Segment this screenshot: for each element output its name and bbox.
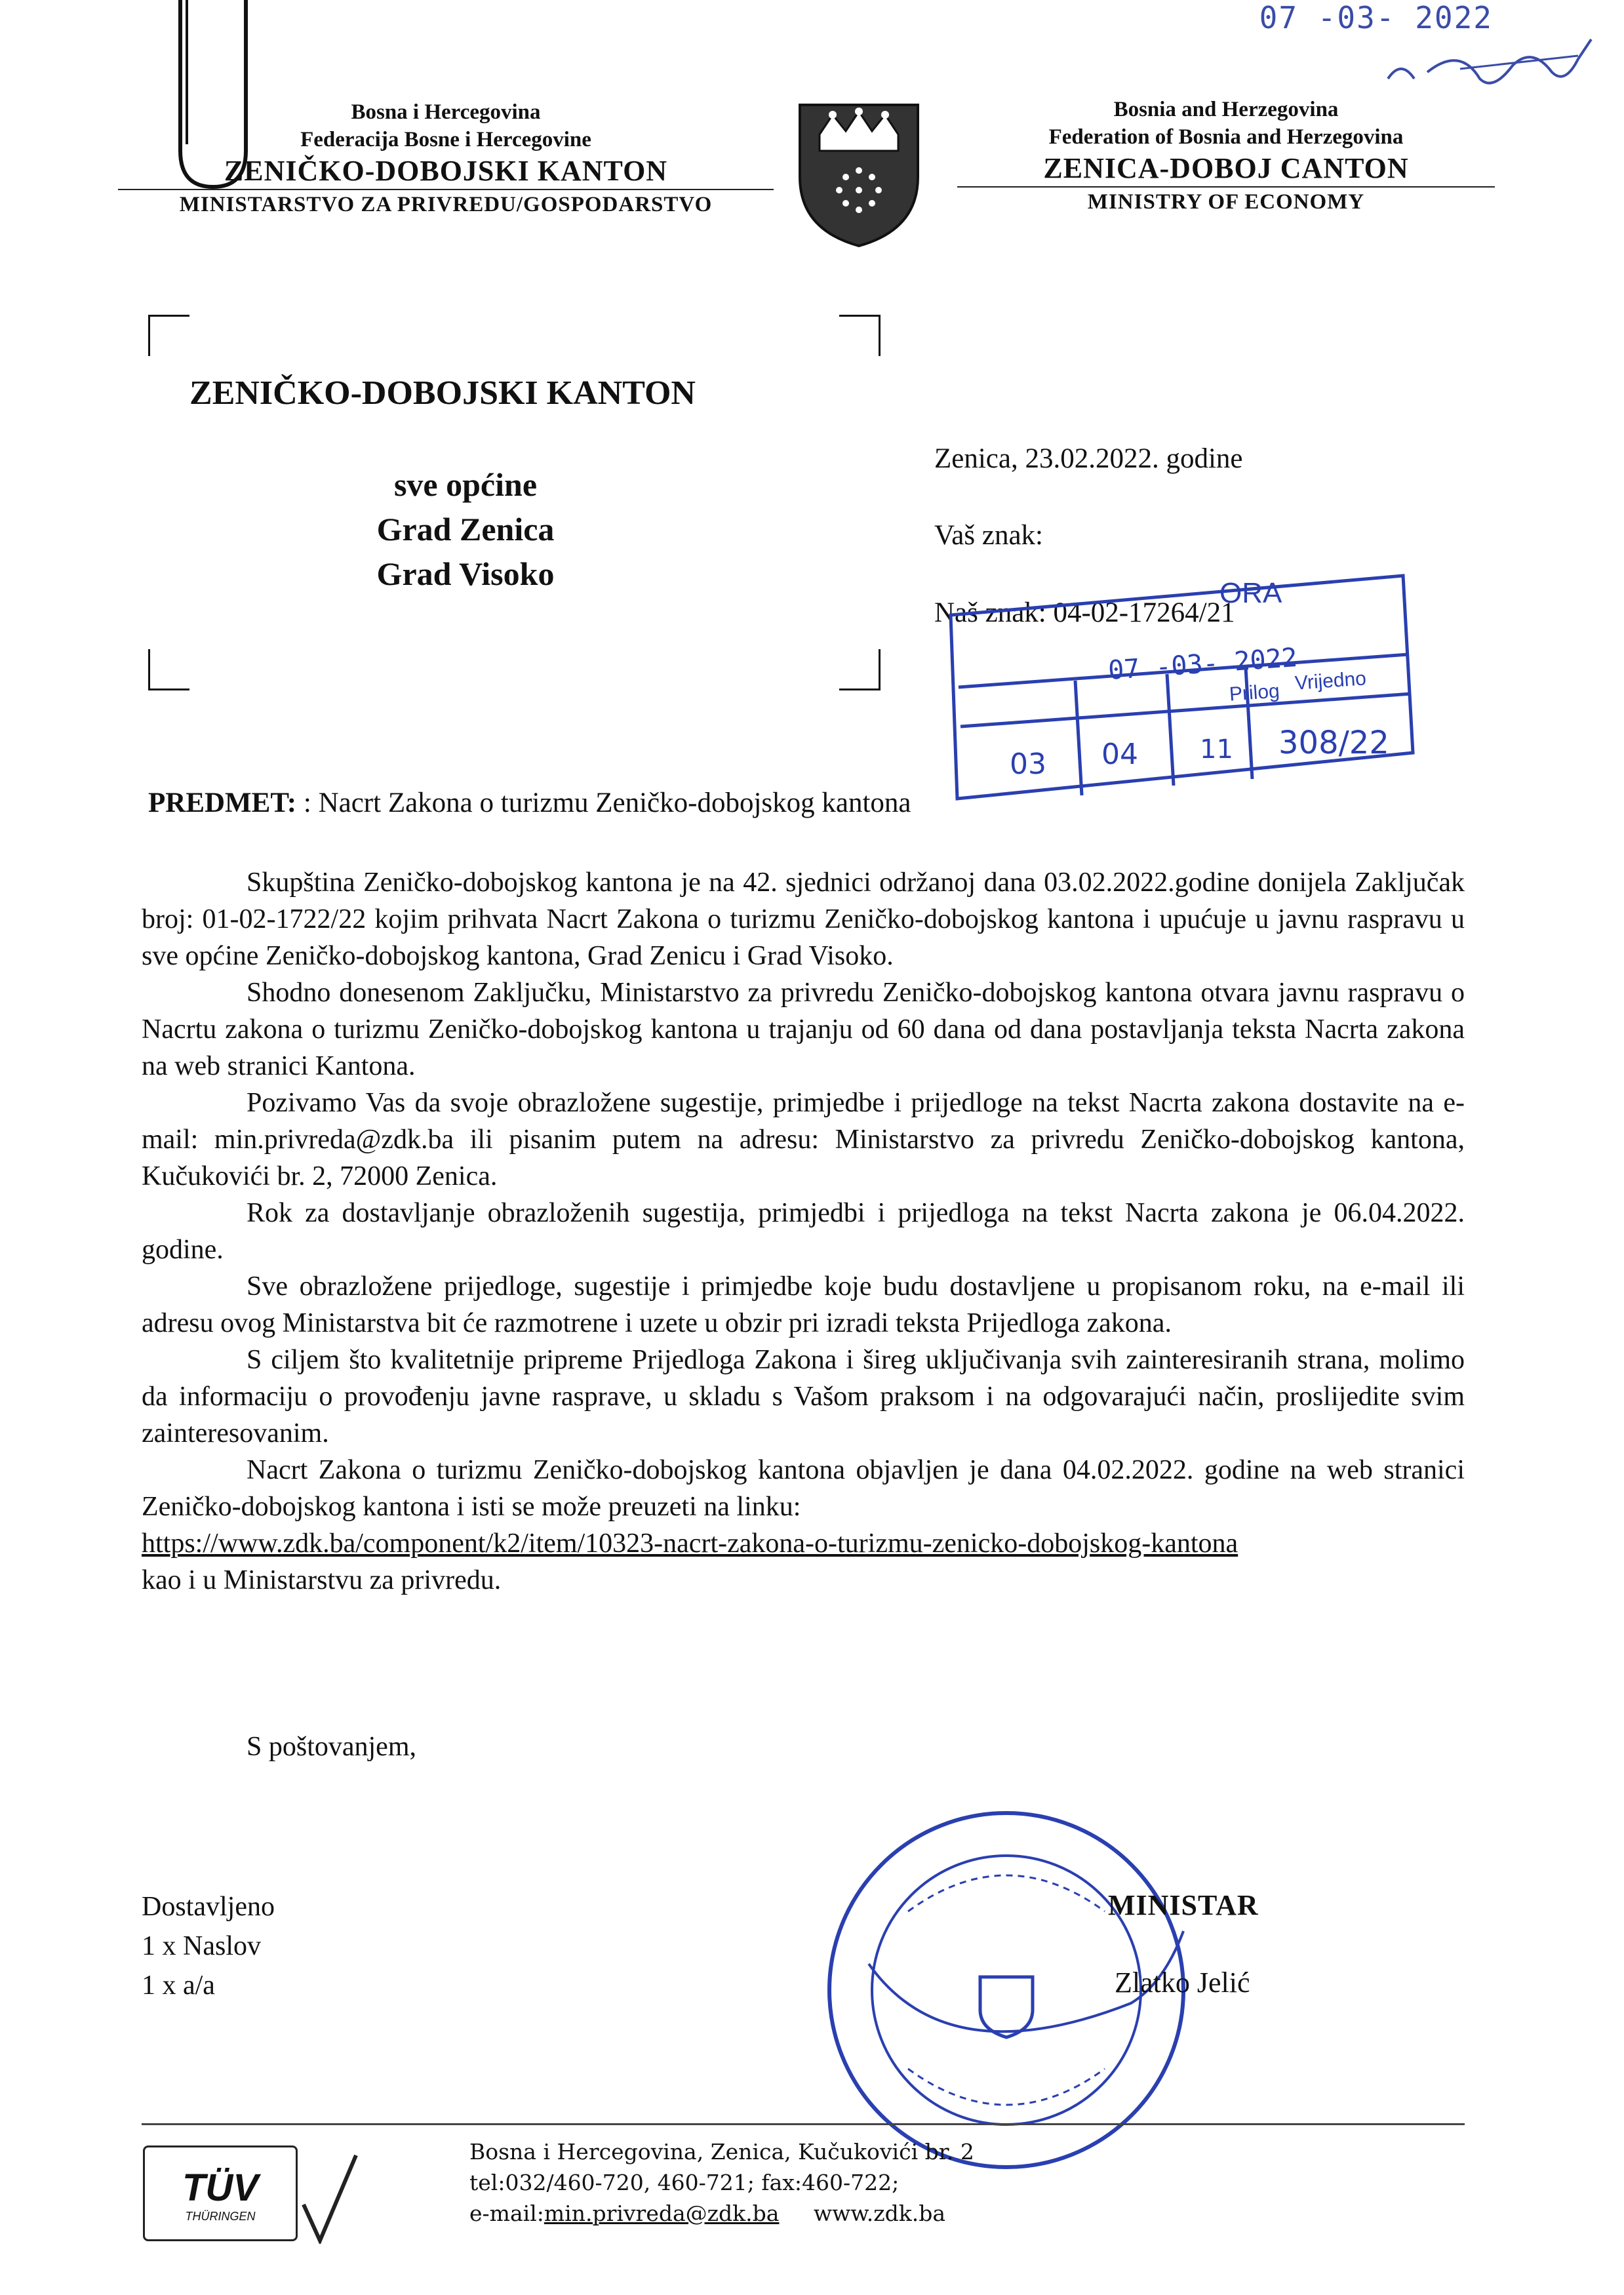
footer-phone: tel:032/460-720, 460-721; fax:460-722; [469, 2170, 900, 2195]
closing-greeting: S poštovanjem, [247, 1732, 416, 1762]
header-canton-en: ZENICA-DOBOJ CANTON [1043, 152, 1409, 184]
distribution-item: 1 x a/a [142, 1970, 215, 2001]
header-left [118, 98, 774, 219]
law-draft-link[interactable]: https://www.zdk.ba/component/k2/item/10323-nacrt-zakona-o-turizmu-zenicko-dobojskog-kantona [142, 1528, 1238, 1559]
distribution-title: Dostavljeno [142, 1892, 275, 1922]
header-country-en: Bosnia and Herzegovina [1113, 98, 1339, 121]
recipient-lines [321, 462, 610, 596]
distribution-list [142, 1887, 275, 2005]
body-paragraph: Shodno donesenom Zaključku, Ministarstvo za privredu Zeničko-dobojskog kantona otvara javnu raspravu o Nacrtu zakona o turizmu Zeničko-dobojskog kantona u trajanju od 60 dana od dana postavljanja teksta Nacrta zakona na web stranici Kantona. [142, 978, 1465, 1081]
body-paragraph: Pozivamo Vas da svoje obrazložene sugestije, primjedbe i prijedloge na tekst Nacrta zakona dostavite na e-mail: min.privreda@zdk.ba ili pisanim putem na adresu: Ministarstvo za privredu Zeničko-dobojskog kantona, Kučukovići br. 2, 72000 Zenica. [142, 1088, 1465, 1191]
tuv-cert-box [143, 2145, 298, 2241]
coat-of-arms-icon [793, 98, 924, 249]
footer-web-link[interactable]: www.zdk.ba [813, 2201, 946, 2226]
body-paragraph: Sve obrazložene prijedloge, sugestije i primjedbe koje budu dostavljene u propisanom roku, na e-mail ili adresu ovog Ministarstva bit će razmotrene i uzete u obzir pri izradi teksta Prijedloga zakona. [142, 1271, 1465, 1338]
letter-body [142, 864, 1465, 1599]
body-paragraph: kao i u Ministarstvu za privredu. [142, 1565, 502, 1595]
header-federation: Federacija Bosne i Hercegovine [300, 128, 591, 151]
document-date: Zenica, 23.02.2022. godine [934, 443, 1243, 474]
body-paragraph: Skupština Zeničko-dobojskog kantona je na 42. sjednici održanoj dana 03.02.2022.godine donijela Zaključak broj: 01-02-1722/22 kojim prihvata Nacrt Zakona o turizmu Zeničko-dobojskog kantona i upućuje u javnu raspravu u sve općine Zeničko-dobojskog kantona, Grad Zenicu i Grad Visoko. [142, 868, 1465, 971]
recipient-line: Grad Visoko [376, 555, 555, 592]
received-date: 07 -03- 2022 [1259, 0, 1493, 35]
tuv-cert-logo [143, 2145, 359, 2244]
header-ministry: MINISTARSTVO ZA PRIVREDU/GOSPODARSTVO [179, 193, 713, 216]
registry-stamp-cell: 308/22 [1278, 725, 1389, 761]
body-paragraph: Nacrt Zakona o turizmu Zeničko-dobojskog kantona objavljen je dana 04.02.2022. godine na web stranici Zeničko-dobojskog kantona i isti se može preuzeti na linku: [142, 1455, 1465, 1522]
checkmark-icon [300, 2152, 359, 2244]
address-corner-tl [148, 315, 189, 356]
recipient-title: ZENIČKO-DOBOJSKI KANTON [189, 374, 696, 412]
subject-text: : Nacrt Zakona o turizmu Zeničko-dobojskog kantona [303, 788, 911, 818]
address-corner-br [839, 649, 881, 690]
body-paragraph: Rok za dostavljanje obrazloženih sugestija, primjedbi i prijedloga na tekst Nacrta zakona je 06.04.2022. godine. [142, 1198, 1465, 1265]
subject-label: PREDMET: [148, 788, 297, 818]
address-corner-bl [148, 649, 189, 690]
registry-stamp-top: ORA [1219, 577, 1282, 609]
registry-stamp-prilog: Prilog [1228, 680, 1280, 706]
header-canton: ZENIČKO-DOBOJSKI KANTON [224, 155, 668, 187]
header-country: Bosna i Hercegovina [351, 100, 541, 124]
header-right [957, 96, 1495, 216]
footer-email-web [469, 2198, 974, 2229]
footer-email-link[interactable]: min.privreda@zdk.ba [544, 2201, 780, 2226]
footer-address: Bosna i Hercegovina, Zenica, Kučukovići br. 2 [469, 2139, 974, 2165]
footer-divider [142, 2123, 1465, 2125]
body-paragraph: S ciljem što kvalitetnije pripreme Prijedloga Zakona i šireg uključivanja svih zainteresiranih strana, molimo da informaciju o provođenju javne rasprave, u skladu s Vašom praksom i na odgovarajući način, proslijedite svim zainteresovanim. [142, 1345, 1465, 1448]
signatory-name: Zlatko Jelić [1115, 1966, 1250, 1999]
subject-line [148, 787, 911, 819]
footer-contact [469, 2136, 974, 2229]
recipient-line: Grad Zenica [376, 511, 555, 548]
recipient-line: sve općine [393, 466, 538, 503]
your-reference: Vaš znak: [934, 520, 1043, 551]
registry-stamp-cell: 11 [1200, 734, 1233, 765]
footer-email-label: e-mail: [469, 2201, 544, 2226]
distribution-item: 1 x Naslov [142, 1931, 261, 1961]
header-ministry-en: MINISTRY OF ECONOMY [1087, 190, 1365, 214]
address-corner-tr [839, 315, 881, 356]
header-federation-en: Federation of Bosnia and Herzegovina [1048, 125, 1404, 149]
registry-stamp-date: 07 -03- 2022 [1107, 642, 1299, 687]
handwritten-initials [1381, 33, 1598, 98]
tuv-cert-sub: THÜRINGEN [185, 2210, 256, 2223]
tuv-cert-text: TÜV [182, 2166, 258, 2209]
registry-stamp-vrijedno: Vrijedno [1294, 668, 1367, 694]
signatory-title: MINISTAR [1108, 1889, 1259, 1921]
registry-stamp-cell: 04 [1101, 738, 1138, 771]
our-reference: Naš znak: 04-02-17264/21 [934, 597, 1235, 628]
registry-stamp-cell: 03 [1010, 748, 1046, 781]
